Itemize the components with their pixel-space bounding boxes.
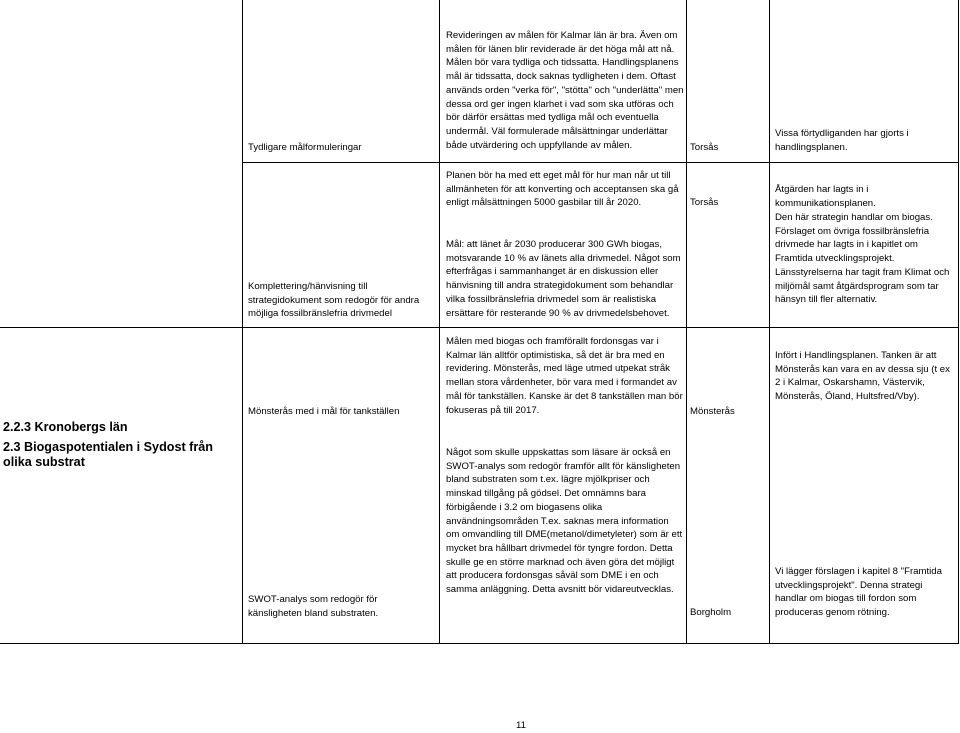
row2-topic: Komplettering/hänvisning till strategidokument som redogör för andra möjliga fossilbränslefria drivmedel: [248, 281, 420, 320]
row2-response-1: Åtgärden har lagts in i kommunikationsplanen.: [775, 184, 876, 209]
row-divider-2: [242, 327, 959, 328]
row4-response: Vi lägger förslagen i kapitel 8 "Framtida utvecklingsprojekt". Denna strategi handlar om biogas till fordon som produceras genom rötning.: [775, 566, 942, 619]
section-heading-kronoberg: 2.2.3 Kronobergs län: [3, 420, 128, 434]
row1-response: Vissa förtydliganden har gjorts i handlingsplanen.: [775, 128, 909, 153]
row3-response: Infört i Handlingsplanen. Tanken är att Mönsterås kan vara en av dessa sju (t ex 2 i Kalmar, Oskarshamn, Västervik, Mönsterås, Öland, Hultsfred/Vby).: [775, 350, 950, 403]
row2-response-2: Den här strategin handlar om biogas. Förslaget om övriga fossilbränslefria drivmede har lagts in i kapitlet om Framtida utvecklingsprojekt. Länsstyrelserna har tagit fram Klimat och miljömål samt åtgärdsprogram som tar hänsyn till fler alternativ.: [775, 212, 950, 306]
table-bottom-border: [0, 643, 959, 644]
row2-comment-2: Mål: att länet år 2030 producerar 300 GWh biogas, motsvarande 10 % av länets alla drivmedel. Något som efterfrågas i sammanhanget är en diskussion eller hänvisning till andra strategidokument som behandlar vilka fossilbränslefria drivmedel som är realistiska ersättare för resterande 90 % av drivmedelsbehovet.: [446, 239, 681, 319]
table-divider-3: [769, 0, 770, 644]
row3-comment: Målen med biogas och framförallt fordonsgas var i Kalmar län alltför optimistiska, så det är bra med en revidering. Mönsterås, med läge utmed utpekat stråk mellan stora vårdenheter, bör vara med i formandet av mål för tankställen. Kanske är det 8 tankställen man bör fokuseras på till 2017.: [446, 336, 683, 416]
row1-municipality: Torsås: [690, 142, 719, 153]
row2-municipality: Torsås: [690, 197, 719, 208]
row1-topic: Tydligare målformuleringar: [248, 142, 362, 153]
row-divider-3: [0, 327, 243, 328]
section-heading-biogaspotential: 2.3 Biogaspotentialen i Sydost från olika substrat: [3, 440, 213, 469]
table-divider-1: [439, 0, 440, 644]
row4-comment: Något som skulle uppskattas som läsare är också en SWOT-analys som redogör framför allt för känsligheten bland substraten som t.ex. lägre mjölkpriser och minskad tillgång på gödsel. Det omnämns bara förbigående i 3.2 om biogasens olika användningsområden T.ex. saknas mera information om omvandling till DME(metanol/dimetyleter) som är ett mycket bra hållbart drivmedel för tyngre fordon. Detta skulle ge en större marknad och även göra det möjligt att producera fordonsgas såväl som DME i en och samma anläggning. Detta avsnitt bör vidareutvecklas.: [446, 447, 683, 596]
row2-comment-1: Planen bör ha med ett eget mål för hur man når ut till allmänheten för att konverting och acceptansen ska gå enligt målsättningen 5000 gasbilar till år 2020.: [446, 170, 679, 209]
row4-topic: SWOT-analys som redogör för känsligheten bland substraten.: [248, 594, 379, 619]
row4-municipality: Borgholm: [690, 607, 732, 618]
table-border-right: [958, 0, 959, 644]
table-divider-2: [686, 0, 687, 644]
table-border-left: [242, 0, 243, 644]
page-number: 11: [516, 720, 526, 731]
row3-topic: Mönsterås med i mål för tankställen: [248, 406, 400, 417]
row3-municipality: Mönsterås: [690, 406, 735, 417]
row1-comment: Revideringen av målen för Kalmar län är bra. Även om målen för länen blir reviderade är det höga mål att nå. Målen bör vara tydliga och tidssatta. Handlingsplanens mål är tidssatta, dock saknas tydligheten i dem. Oftast används orden "verka för", "stötta" och "underlätta" men dessa ord ger ingen klarhet i vad som ska utföras och bör därför ersättas med tydliga mål och eventuella undermål. Väl formulerade målsättningar underlättar både utvärdering och uppfyllande av målen.: [446, 30, 684, 151]
row-divider-1: [242, 162, 959, 163]
